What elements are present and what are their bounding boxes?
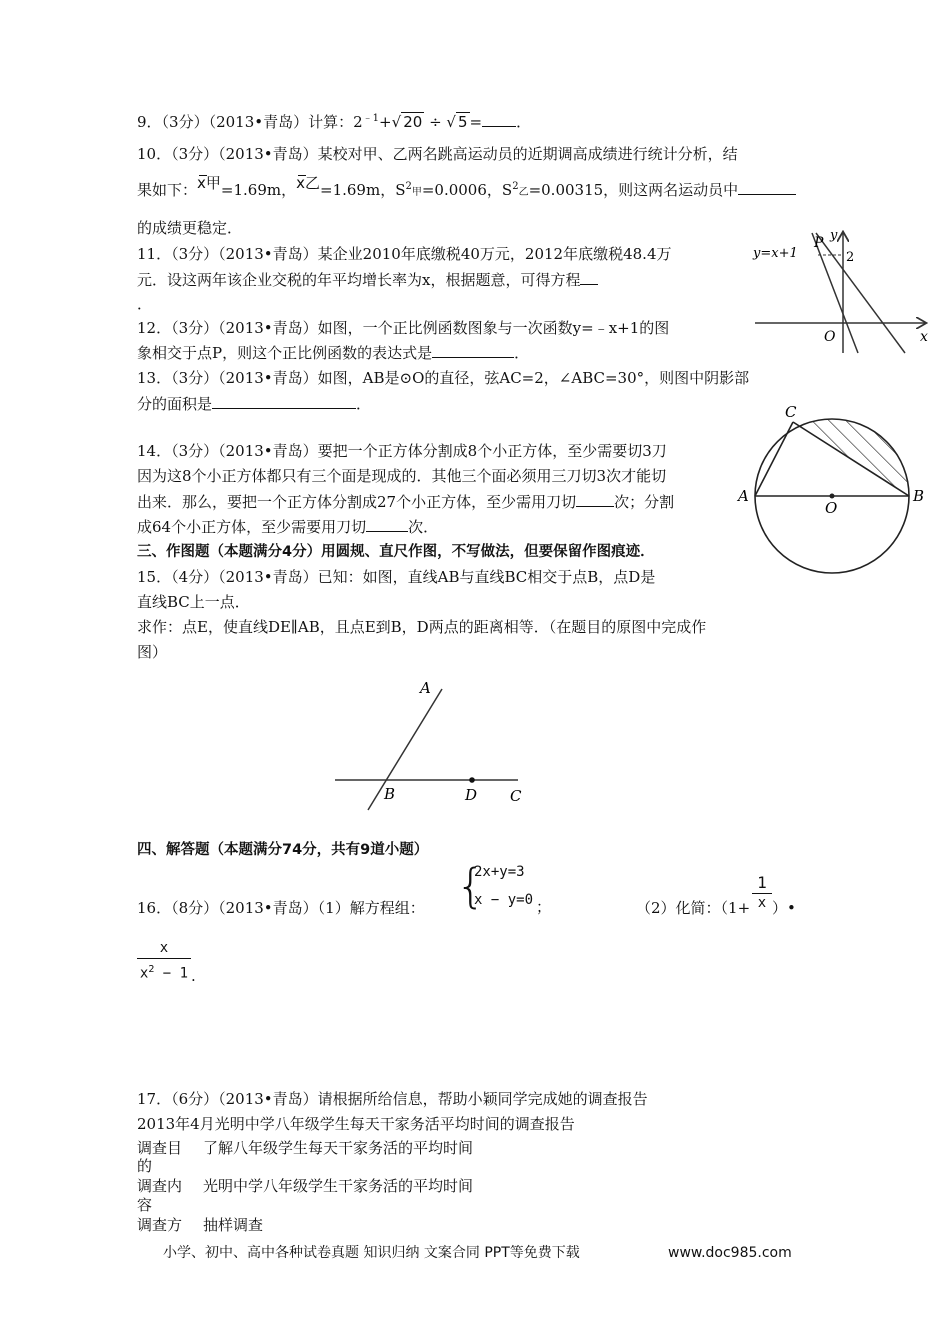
text: 象相交于点P，则这个正比例函数的表达式是 (137, 344, 433, 362)
answer-blank[interactable] (738, 180, 796, 195)
den-var: x (139, 965, 149, 982)
text: ． (514, 344, 530, 362)
symbol: x乙 (296, 174, 320, 192)
report-row-key: 调查目 (137, 1139, 183, 1157)
text: 分的面积是 (137, 395, 213, 413)
question-14-line1: 14．（3分）（2013•青岛）要把一个正方体分割成8个小正方体，至少需要切3刀 (137, 442, 667, 460)
question-9: 9．（3分）（2013•青岛）计算：$2^{﹣1}+√$ 20 ÷ √ 5 = ． (137, 113, 532, 131)
sqrt-5: √ 5 (446, 113, 468, 131)
answer-blank[interactable] (580, 270, 598, 285)
text: =1.69m， (220, 181, 297, 199)
answer-blank[interactable] (482, 112, 516, 127)
center-point (830, 494, 835, 499)
line-AB (368, 689, 442, 810)
answer-blank[interactable] (576, 492, 614, 507)
q-num: 9． (137, 113, 162, 131)
label-C: C (510, 787, 522, 805)
question-15-line4: 图） (137, 643, 168, 661)
report-row-value: 抽样调查 (203, 1216, 264, 1234)
sqrt-20: √ 20 (391, 113, 423, 131)
equation-2: x − y=0 (474, 892, 534, 908)
question-15-line3: 求作：点E，使直线DE∥AB，且点E到B，D两点的距离相等．（在题目的原图中完成作 (137, 618, 707, 636)
report-row-key-cont: 的 (137, 1157, 153, 1175)
label-D: D (465, 786, 478, 804)
section-3-heading: 三、作图题（本题满分4分）用圆规、直尺作图，不写做法，但要保留作图痕迹． (137, 544, 655, 560)
eq-sign: = (469, 113, 483, 131)
denominator (137, 959, 191, 985)
question-15-line1: 15．（4分）（2013•青岛）已知：如图，直线AB与直线BC相交于点B，点D是 (137, 568, 656, 586)
exponent: 2 (405, 181, 412, 192)
text: =0.00315，则这两名运动员中 (528, 181, 739, 199)
x-bar-yi (296, 174, 320, 199)
point-D (469, 777, 475, 783)
label-O: O (824, 329, 836, 345)
semicolon: ； (536, 898, 552, 916)
plus-sign: + (379, 113, 392, 131)
report-row-key: 调查方 (137, 1216, 183, 1234)
chord-AC (755, 422, 793, 496)
symbol: x甲 (197, 174, 221, 192)
brace: { (456, 859, 486, 913)
exponent: 2 (148, 964, 155, 975)
fraction-1-over-x (752, 873, 772, 912)
radicand: 5 (457, 113, 468, 131)
question-13-line1: 13．（3分）（2013•青岛）如图，AB是⊙O的直径，弦AC=2，∠ABC=30°，则图中阴影部 (137, 369, 750, 387)
close-paren: ）• (772, 899, 796, 917)
radicand: 20 (403, 113, 423, 131)
section-4-heading: 四、解答题（本题满分74分，共有9道小题） (137, 842, 429, 858)
question-13-line2 (137, 394, 371, 414)
footer-site-link[interactable]: www.doc985.com (668, 1245, 792, 1261)
question-11-line2 (137, 270, 598, 290)
question-17-line1: 17．（6分）（2013•青岛）请根据所给信息，帮助小颖同学完成她的调查报告 (137, 1090, 648, 1108)
report-row-value: 了解八年级学生每天干家务活的平均时间 (203, 1139, 474, 1157)
figure-q12-graph (750, 225, 935, 360)
text: =0.0006，S (421, 181, 513, 199)
fraction-x-over-x2-1 (137, 938, 191, 985)
question-16-part2 (636, 898, 750, 918)
question-16-part1: 16．（8分）（2013•青岛）（1）解方程组： (137, 899, 425, 917)
question-11-line1: 11．（3分）（2013•青岛）某企业2010年底缴税40万元，2012年底缴税48.4万 (137, 245, 672, 263)
question-12-line2 (137, 343, 529, 363)
x-bar-jia (197, 174, 221, 199)
equation-system (456, 859, 552, 918)
report-title: 2013年4月光明中学八年级学生每天干家务活平均时间的调查报告 (137, 1115, 575, 1133)
text: 元．设这两年该企业交税的年平均增长率为x，根据题意，可得方程 (137, 271, 581, 289)
question-14-line2: 因为这8个小正方体都只有三个面是现成的．其他三个面必须用三刀切3次才能切 (137, 467, 667, 485)
answer-blank[interactable] (366, 517, 408, 532)
q-text: 计算：2 (308, 113, 363, 131)
label-P: P (814, 235, 824, 251)
numerator: 1 (752, 873, 772, 894)
label-O: O (825, 499, 838, 517)
question-14-line3 (137, 492, 674, 512)
label-A: A (420, 679, 431, 697)
report-row-value: 光明中学八年级学生干家务活的平均时间 (203, 1177, 474, 1195)
answer-blank[interactable] (432, 343, 514, 358)
label-y: y (830, 228, 838, 243)
label-2: 2 (846, 250, 855, 265)
q-score: （3分） (161, 113, 209, 131)
footer-text: 小学、初中、高中各种试卷真题 知识归纳 文案合同 PPT等免费下载 (163, 1245, 580, 1261)
q-source: （2013•青岛） (208, 113, 309, 131)
question-10-line2 (137, 174, 796, 203)
exponent: ﹣1 (362, 113, 380, 124)
figure-q15-lines (330, 672, 540, 812)
text: 次；分割 (614, 493, 675, 511)
text: 成64个小正方体，至少需要用刀切 (137, 518, 367, 536)
equation-1: 2x+y=3 (474, 864, 525, 880)
question-10-line3: 的成绩更稳定． (137, 219, 243, 237)
answer-blank[interactable] (212, 394, 356, 409)
text: ． (356, 395, 372, 413)
label-B: B (913, 487, 925, 505)
period: . (191, 967, 196, 985)
question-10-line1: 10．（3分）（2013•青岛）某校对甲、乙两名跳高运动员的近期调高成绩进行统计分析，结 (137, 145, 738, 163)
question-15-line2: 直线BC上一点． (137, 593, 250, 611)
text: =1.69m，S (320, 181, 406, 199)
text: 次． (408, 518, 439, 536)
denominator: x (757, 895, 767, 911)
label-B: B (384, 785, 396, 803)
text: 果如下： (137, 181, 198, 199)
subscript: 甲 (411, 187, 422, 198)
den-rest: − 1 (154, 965, 189, 982)
label-A: A (738, 487, 749, 505)
report-row-key: 调查内 (137, 1177, 183, 1195)
question-14-line4 (137, 517, 438, 537)
report-row-key-cont: 容 (137, 1196, 153, 1214)
subscript: 乙 (518, 187, 529, 198)
shaded-segment (775, 395, 935, 496)
question-12-line1: 12．（3分）（2013•青岛）如图，一个正比例函数图象与一次函数y=﹣x+1的图 (137, 319, 670, 337)
div-sign: ÷ (429, 113, 442, 131)
label-y-eq: y=x+1 (753, 246, 798, 261)
figure-q13-circle (735, 395, 935, 595)
label-x: x (920, 329, 928, 345)
label-C: C (785, 403, 797, 421)
text: 出来．那么，要把一个正方体分割成27个小正方体，至少需用刀切 (137, 493, 577, 511)
text: （2）化简：（1+ (636, 899, 751, 917)
question-11-line3: ． (137, 295, 153, 313)
exponent: 2 (512, 181, 519, 192)
numerator: x (137, 938, 191, 959)
